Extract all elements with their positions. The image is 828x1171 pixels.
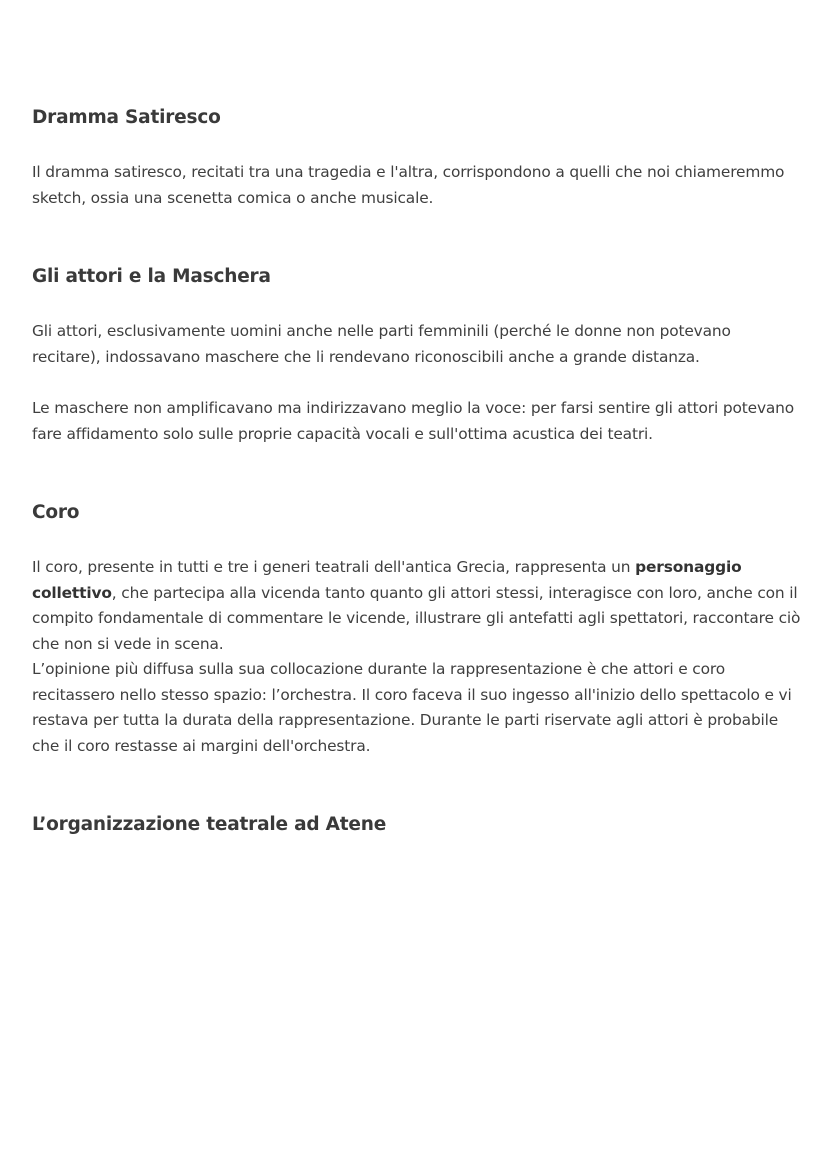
paragraph-attori: Gli attori, esclusivamente uomini anche nelle parti femminili (perché le donne non potevano recitare), indossavano maschere che li rendevano riconoscibili anche a grande distanza. [32,322,731,366]
paragraph-dramma-satiresco: Il dramma satiresco, recitati tra una tragedia e l'altra, corrispondono a quelli che noi chiameremmo sketch, ossia una scenetta comica o anche musicale. [32,163,785,207]
coro-text-before: Il coro, presente in tutti e tre i generi teatrali dell'antica Grecia, rappresenta un [32,558,636,576]
paragraph-coro-2: L’opinione più diffusa sulla sua collocazione durante la rappresentazione è che attori e coro recitassero nello stesso spazio: l’orchestra. Il coro faceva il suo ingesso all'inizio dello spettacolo e vi restava per tutta la durata della rappresentazione. Durante le parti riservate agli attori è probabile che il coro restasse ai margini dell'orchestra. [32,660,792,755]
coro-text-after: , che partecipa alla vicenda tanto quanto gli attori stessi, interagisce con loro, anche con il compito fondamentale di commentare le vicende, illustrare gli antefatti agli spettatori, raccontare ciò che non si vede in scena. [32,583,801,653]
section-title-dramma-satiresco: Dramma Satiresco [32,107,221,128]
document-page [32,104,802,839]
section-title-coro: Coro [32,502,80,523]
paragraph-coro-1 [32,555,802,657]
section-title-organizzazione: L’organizzazione teatrale ad Atene [32,814,387,835]
paragraph-maschere: Le maschere non amplificavano ma indirizzavano meglio la voce: per farsi sentire gli attori potevano fare affidamento solo sulle proprie capacità vocali e sull'ottima acustica dei teatri. [32,399,795,443]
coro-bold-term: personaggio collettivo [32,558,742,602]
section-title-attori-maschera: Gli attori e la Maschera [32,266,271,287]
